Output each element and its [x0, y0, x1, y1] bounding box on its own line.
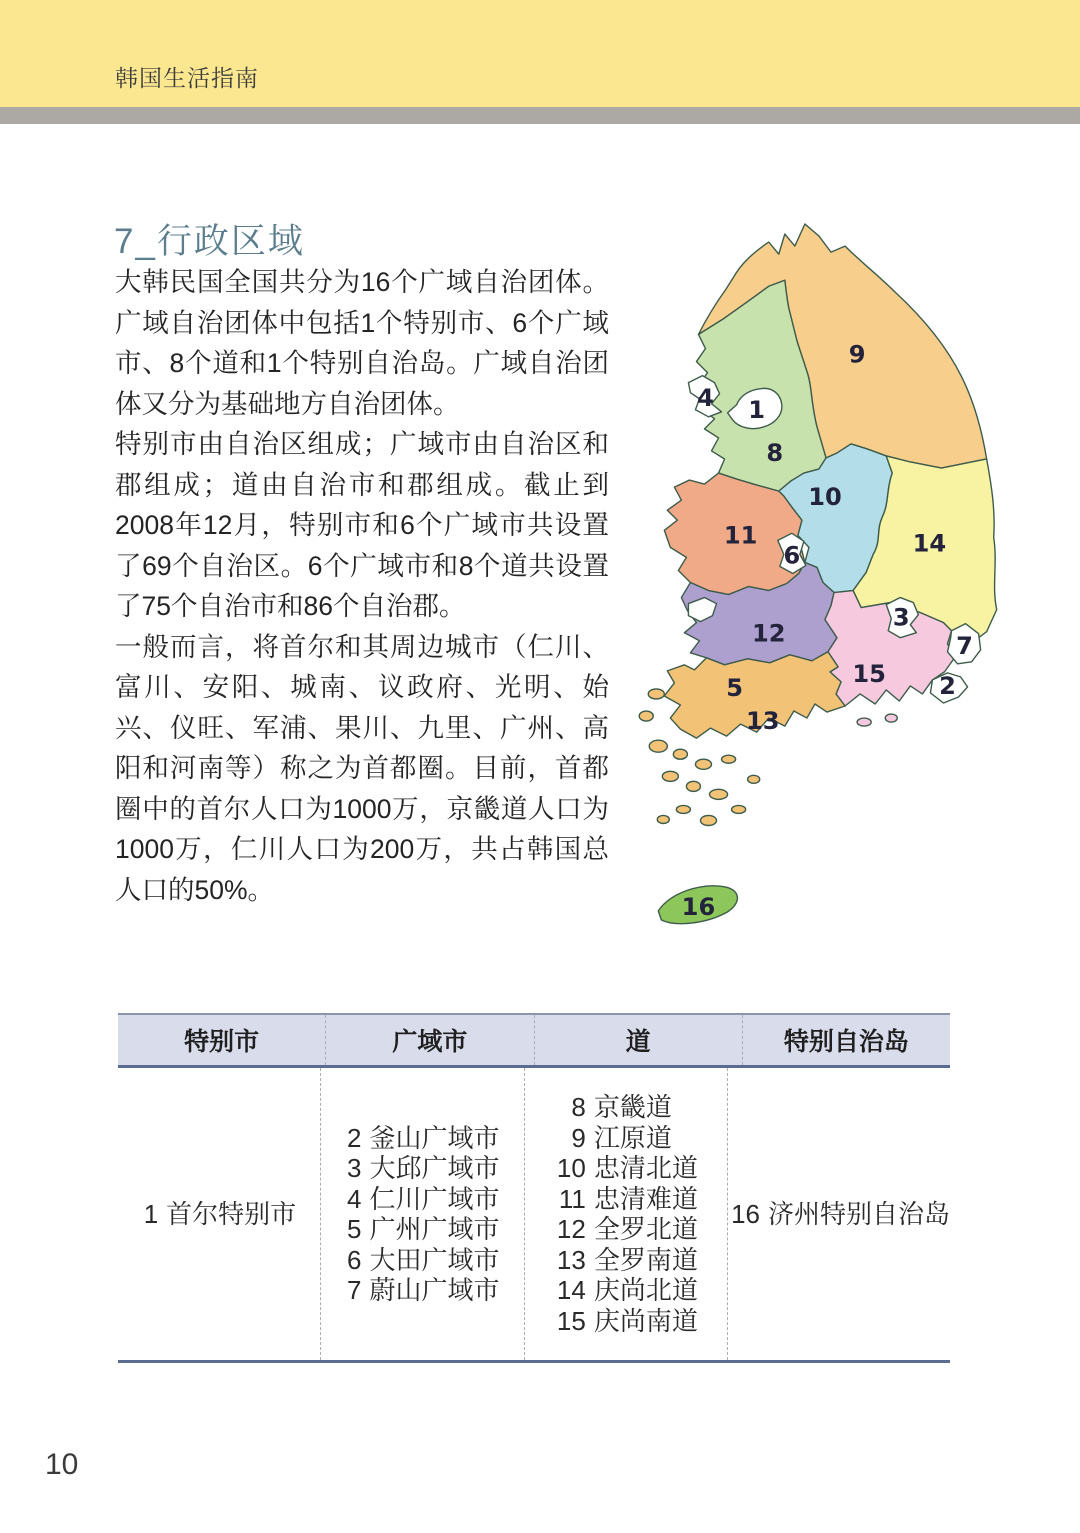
map-label-1: 1 [748, 395, 766, 424]
map-label-10: 10 [808, 483, 842, 512]
table-header-special-island: 特别自治岛 [742, 1015, 950, 1065]
map-label-4: 4 [697, 383, 714, 412]
table-header-province: 道 [534, 1015, 742, 1065]
list-item [554, 1306, 698, 1337]
table-body-row [118, 1068, 950, 1363]
item-number: 3 [347, 1153, 362, 1183]
paragraph-1: 大韩民国全国共分为16个广域自治团体。广域自治团体中包括1个特别市、6个广域市、8个道和1个特别自治岛。广域自治团体又分为基础地方自治团体。 [115, 267, 609, 419]
metro-city-list [345, 1123, 499, 1306]
page-number: 10 [45, 1448, 79, 1481]
list-item [554, 1275, 698, 1306]
map-label-8: 8 [766, 438, 784, 467]
map-label-16: 16 [681, 892, 716, 921]
map-label-9: 9 [848, 340, 866, 369]
item-number: 11 [558, 1183, 586, 1214]
list-item [345, 1153, 499, 1184]
list-item [345, 1214, 499, 1245]
item-number: 14 [556, 1275, 586, 1305]
map-label-12: 12 [751, 619, 786, 648]
list-item [554, 1123, 698, 1154]
item-name: 全罗北道 [593, 1214, 698, 1244]
list-item [554, 1245, 698, 1276]
item-number: 15 [556, 1305, 586, 1336]
table-header-row [118, 1013, 950, 1068]
list-item [554, 1214, 698, 1245]
list-item [728, 1199, 950, 1230]
map-label-13: 13 [745, 707, 780, 736]
header-divider-bar [0, 107, 1080, 124]
section-title: 7_行政区域 [114, 222, 305, 261]
table-cell-special-city [118, 1068, 320, 1360]
list-item [345, 1184, 499, 1215]
list-item [345, 1275, 499, 1306]
item-number: 12 [556, 1214, 586, 1244]
list-item [554, 1153, 698, 1184]
list-item [554, 1092, 698, 1123]
item-number: 7 [347, 1275, 362, 1305]
item-name: 京畿道 [593, 1092, 672, 1122]
item-name: 大邱广域市 [369, 1153, 500, 1183]
item-number: 1 [143, 1198, 159, 1229]
paragraph-2: 特别市由自治区组成；广域市由自治区和郡组成；道由自治市和郡组成。截止到2008年12月，特别市和6个广域市共设置了69个自治区。6个广域市和8个道共设置了75个自治市和86个自治郡。 [115, 429, 609, 621]
item-name: 庆尚南道 [593, 1305, 698, 1336]
list-item [345, 1123, 499, 1154]
item-number: 9 [571, 1122, 586, 1153]
item-name: 仁川广域市 [369, 1183, 500, 1214]
item-name: 大田广域市 [369, 1244, 500, 1275]
table-header-special-city: 特别市 [184, 1028, 260, 1056]
table-cell-special-island [727, 1068, 950, 1360]
map-label-15: 15 [852, 659, 886, 688]
admin-divisions-table [118, 1013, 950, 1363]
province-list [554, 1092, 698, 1336]
map-label-6: 6 [783, 541, 801, 570]
item-name: 广州广域市 [369, 1214, 500, 1244]
list-item [142, 1199, 296, 1230]
map-label-3: 3 [892, 603, 910, 632]
item-number: 8 [571, 1092, 586, 1122]
list-item [345, 1245, 499, 1276]
item-number: 2 [347, 1122, 362, 1153]
item-number: 5 [347, 1214, 362, 1244]
paragraph-3: 一般而言，将首尔和其周边城市（仁川、富川、安阳、城南、议政府、光明、始兴、仪旺、军浦、果川、九里、广州、高阳和河南等）称之为首都圈。目前，首都圈中的首尔人口为1000万，京畿道人口为1000万，仁川人口为200万，共占韩国总人口的50%。 [115, 631, 609, 905]
table-cell-provinces [524, 1068, 727, 1360]
item-name: 全罗南道 [593, 1244, 698, 1275]
page-header-title: 韩国生活指南 [115, 65, 259, 91]
map-label-11: 11 [723, 521, 758, 550]
item-name: 江原道 [593, 1122, 672, 1153]
map-label-2: 2 [939, 671, 956, 700]
item-number: 4 [347, 1183, 362, 1214]
item-name: 济州特别自治岛 [767, 1198, 950, 1229]
table-cell-metro-cities [320, 1068, 523, 1360]
item-number: 6 [347, 1244, 362, 1275]
item-name: 庆尚北道 [593, 1275, 698, 1305]
body-text [115, 262, 609, 910]
page-header-band [0, 0, 1080, 107]
item-name: 釜山广域市 [369, 1122, 500, 1153]
item-name: 蔚山广域市 [369, 1275, 500, 1305]
item-number: 16 [731, 1198, 760, 1229]
korea-region-map [628, 222, 1030, 945]
map-label-14: 14 [912, 529, 947, 558]
item-name: 忠清难道 [593, 1183, 698, 1214]
item-name: 首尔特别市 [166, 1198, 297, 1229]
table-header-metro-city: 广域市 [325, 1015, 533, 1065]
item-name: 忠清北道 [593, 1153, 698, 1183]
item-number: 13 [556, 1244, 586, 1275]
map-label-7: 7 [956, 631, 973, 660]
list-item [554, 1184, 698, 1215]
map-south-islands [857, 714, 897, 726]
item-number: 10 [556, 1153, 586, 1183]
map-label-5: 5 [726, 673, 743, 702]
